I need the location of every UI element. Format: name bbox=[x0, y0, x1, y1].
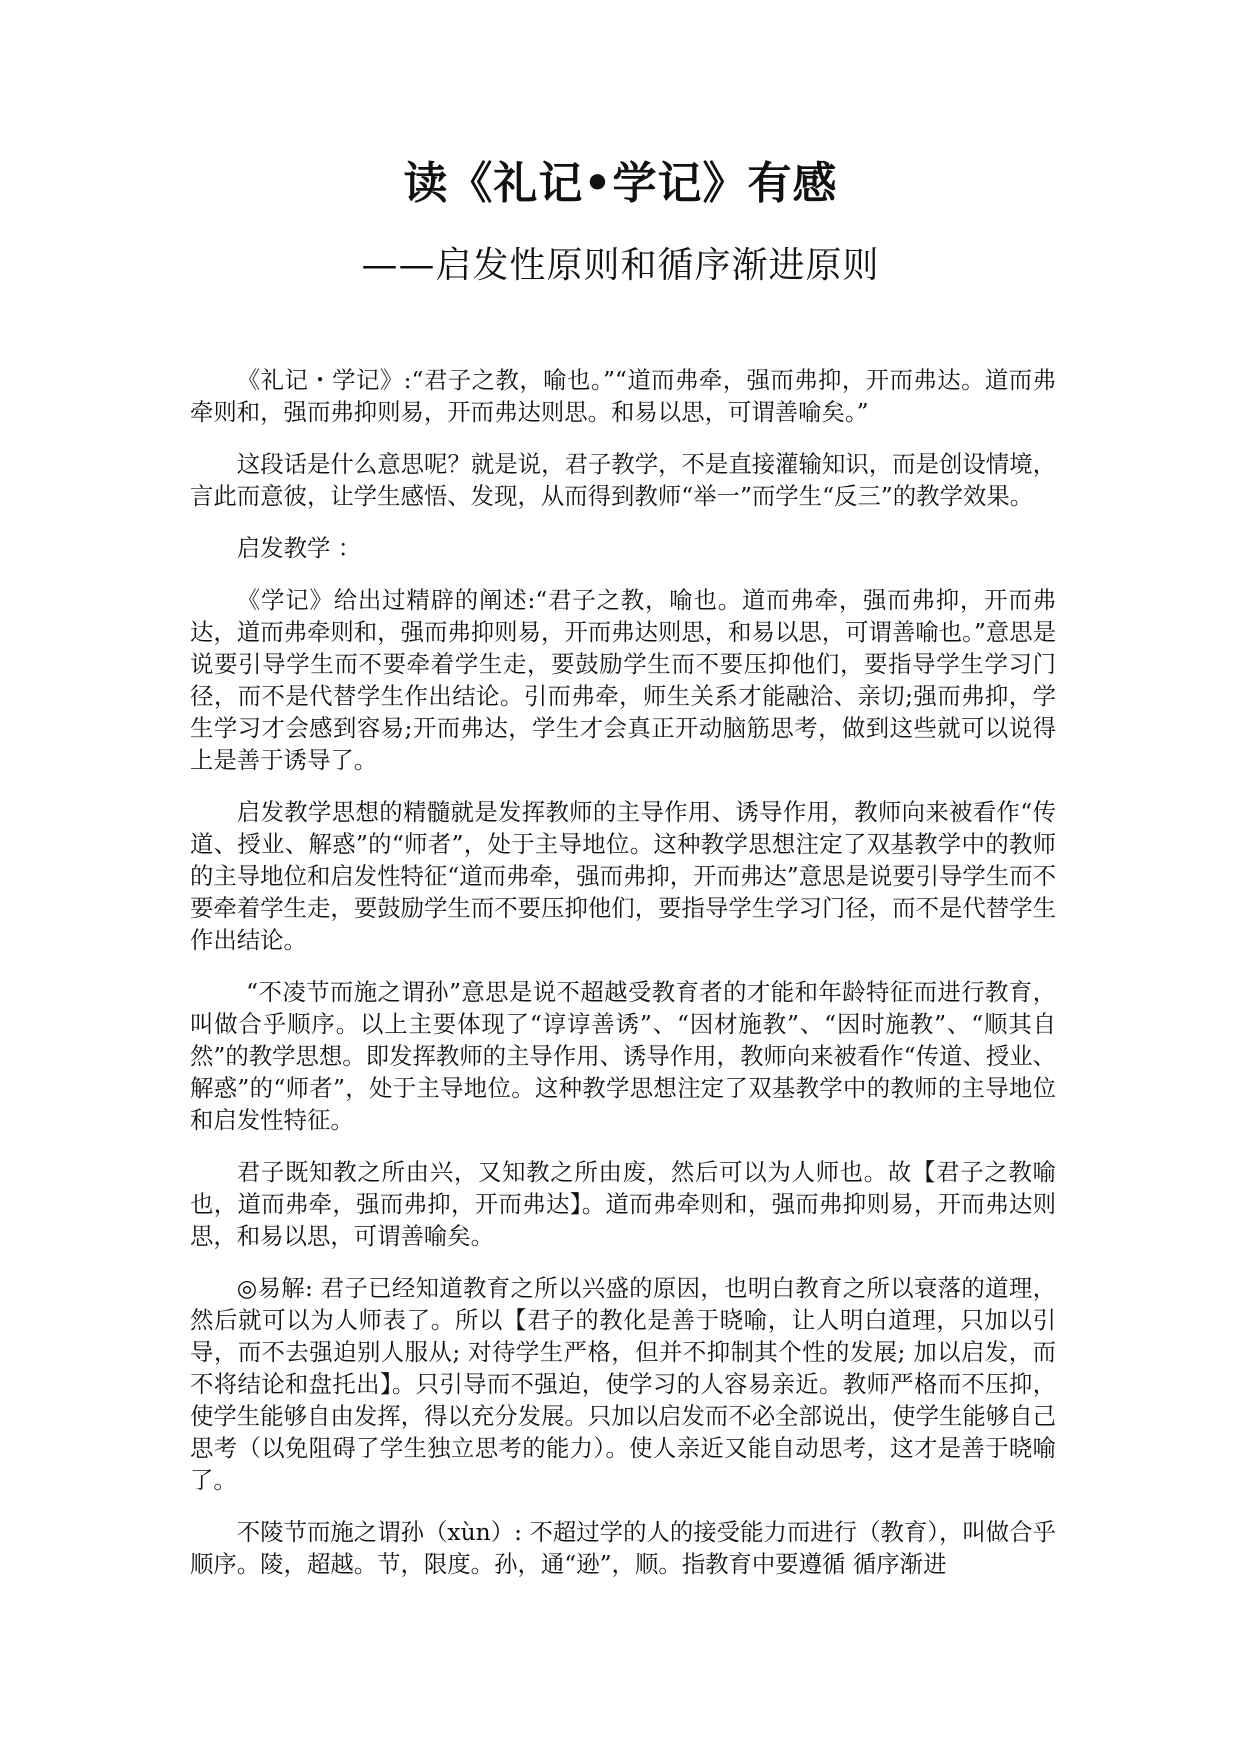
document-title: 读《礼记•学记》有感 bbox=[403, 158, 838, 209]
paragraph-junzi: 君子既知教之所由兴，又知教之所由废，然后可以为人师也。故【君子之教喻也，道而弗牵，强而弗抑，开而弗达】。道而弗牵则和，强而弗抑则易，开而弗达则思，和易以思，可谓善喻矣。 bbox=[190, 1158, 1056, 1250]
paragraph-explanation: 这段话是什么意思呢？就是说，君子教学，不是直接灌输知识，而是创设情境，言此而意彼，让学生感悟、发现，从而得到教师“举一”而学生“反三”的教学效果。 bbox=[190, 450, 1056, 510]
paragraph-order: “不凌节而施之谓孙”意思是说不超越受教育者的才能和年龄特征而进行教育，叫做合乎顺序。以上主要体现了“谆谆善诱”、“因材施教”、“因时施教”、“顺其自然”的教学思想。即发挥教师的主导作用、诱导作用，教师向来被看作“传道、授业、解惑”的“师者”，处于主导地位。这种教学思想注定了双基教学中的教师的主导地位和启发性特征。 bbox=[190, 978, 1056, 1134]
paragraph-yijie: ◎易解: 君子已经知道教育之所以兴盛的原因，也明白教育之所以衰落的道理，然后就可以为人师表了。所以【君子的教化是善于晓喻，让人明白道理，只加以引导，而不去强迫别人服从; 对待学生严格，但并不抑制其个性的发展; 加以启发，而不将结论和盘托出】。只引导而不强迫，使学习的人容易亲近。教师严格而不压抑，使学生能够自由发挥，得以充分发展。只加以启发而不必全部说出，使学生能够自己思考（以免阻碍了学生独立思考的能力）。使人亲近又能自动思考，这才是善于晓喻了。 bbox=[190, 1274, 1056, 1494]
document-body bbox=[190, 364, 1056, 1600]
document-subtitle: ——启发性原则和循序渐进原则 bbox=[361, 245, 880, 286]
paragraph-buling: 不陵节而施之谓孙（xùn）: 不超过学的人的接受能力而进行（教育），叫做合乎顺序。陵，超越。节，限度。孙，通“逊”，顺。指教育中要遵循 循序渐进 bbox=[190, 1518, 1056, 1578]
paragraph-heading-inspiration: 启发教学 ： bbox=[236, 534, 362, 562]
paragraph-inspiration-essence: 启发教学思想的精髓就是发挥教师的主导作用、诱导作用，教师向来被看作“传道、授业、解惑”的“师者”，处于主导地位。这种教学思想注定了双基教学中的教师的主导地位和启发性特征“道而弗牵，强而弗抑，开而弗达”意思是说要引导学生而不要牵着学生走，要鼓励学生而不要压抑他们，要指导学生学习门径，而不是代替学生作出结论。 bbox=[190, 798, 1056, 954]
paragraph-xueji-elaboration: 《学记》给出过精辟的阐述:“君子之教，喻也。道而弗牵，强而弗抑，开而弗达，道而弗牵则和，强而弗抑则易，开而弗达则思，和易以思，可谓善喻也。”意思是说要引导学生而不要牵着学生走，要鼓励学生而不要压抑他们，要指导学生学习门径，而不是代替学生作出结论。引而弗牵，师生关系才能融洽、亲切;强而弗抑，学生学习才会感到容易;开而弗达，学生才会真正开动脑筋思考，做到这些就可以说得上是善于诱导了。 bbox=[190, 586, 1056, 774]
paragraph-quote: 《礼记・学记》:“君子之教，喻也。”“道而弗牵，强而弗抑，开而弗达。道而弗牵则和，强而弗抑则易，开而弗达则思。和易以思，可谓善喻矣。” bbox=[190, 366, 1056, 426]
